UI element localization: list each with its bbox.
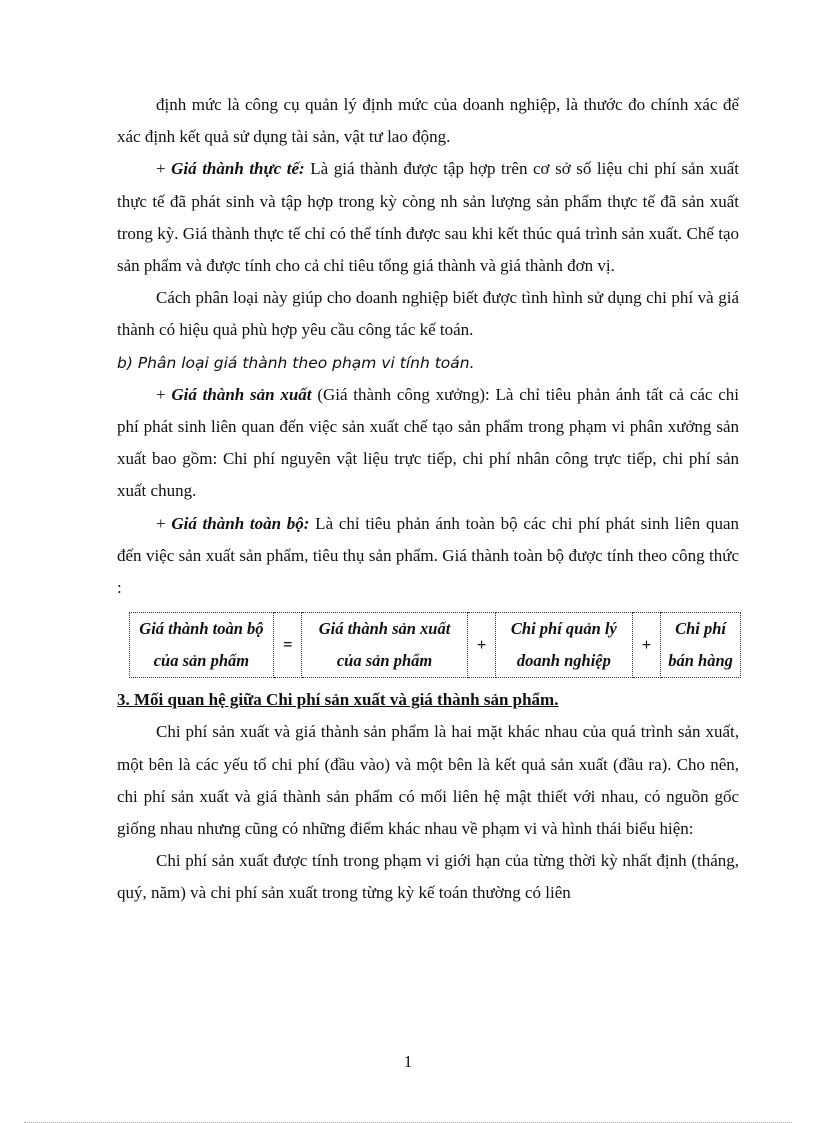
heading-text: 3. Mối quan hệ giữa Chi phí sản xuất và giá thành sản phẩm. [117,690,559,710]
formula-equals: = [273,613,302,678]
formula-row [130,613,741,678]
paragraph-continuation: định mức là công cụ quản lý định mức của doanh nghiệp, là thước đo chính xác để xác định kết quả sử dụng tài sản, vật tư lao động. [117,95,739,147]
formula-term-management-cost: Chi phí quản lý doanh nghiệp [496,613,632,678]
formula-plus-2: + [632,613,661,678]
paragraph-classification-benefit: Cách phân loại này giúp cho doanh nghiệp biết được tình hình sử dụng chi phí và giá thành có hiệu quả phù hợp yêu cầu công tác kế toán. [117,288,739,340]
page-content [117,89,739,910]
paragraph-text: Là chỉ tiêu phản ánh toàn bộ các chi phí phát sinh liên quan đến việc sản xuất sản phẩm, tiêu thụ sản phẩm. Giá thành toàn bộ được tính theo công thức : [117,513,739,598]
formula-term-production-cost: Giá thành sản xuất của sản phẩm [302,613,467,678]
formula-term-selling-cost: Chi phí bán hàng [661,613,741,678]
bullet-prefix: + [156,513,172,533]
term-production-cost: Giá thành sản xuất [171,384,312,404]
paragraph-cost-period: Chi phí sản xuất được tính trong phạm vi giới hạn của từng thời kỳ nhất định (tháng, quý, năm) và chi phí sản xuất trong từng kỳ kế toán thường có liên [117,851,739,903]
term-actual-cost: Giá thành thực tế: [171,159,305,179]
page-number: 1 [403,1052,413,1071]
paragraph-text: Là giá thành được tập hợp trên cơ sở số liệu chi phí sản xuất thực tế đã phát sinh và tập hợp trong kỳ còng nh sản lượng sản phẩm thực tế đã sản xuất trong kỳ. Giá thành thực tế chỉ có thể tính được sau khi kết thúc quá trình sản xuất. Chế tạo sản phẩm và được tính cho cả chỉ tiêu tổng giá thành và giá thành đơn vị. [117,159,739,276]
section-heading-3 [117,684,739,716]
formula-table [129,612,741,678]
paragraph-production-cost [117,379,739,508]
formula-plus-1: + [467,613,496,678]
subheading-b [117,347,739,379]
formula-term-total-cost: Giá thành toàn bộ của sản phẩm [130,613,274,678]
paragraph-text: (Giá thành công xưởng): Là chỉ tiêu phản ánh tất cả các chi phí phát sinh liên quan đến việc sản xuất chế tạo sản phẩm trong phạm vi phân xưởng sản xuất bao gồm: Chi phí nguyên vật liệu trực tiếp, chi phí nhân công trực tiếp, chi phí sản xuất chung. [117,384,739,501]
paragraph-actual-cost [117,153,739,282]
bullet-prefix: + [156,159,172,179]
paragraph-relationship: Chi phí sản xuất và giá thành sản phẩm là hai mặt khác nhau của quá trình sản xuất, một bên là các yếu tố chi phí (đầu vào) và một bên là kết quả sản xuất (đầu ra). Cho nên, chi phí sản xuất và giá thành sản phẩm có mối liên hệ mật thiết với nhau, có nguồn gốc giống nhau nhưng cũng có những điểm khác nhau về phạm vi và hình thái biểu hiện: [117,722,739,839]
subheading-text: b) Phân loại giá thành theo phạm vi tính toán. [117,353,475,372]
bullet-prefix: + [156,384,172,404]
paragraph-total-cost [117,508,739,605]
term-total-cost: Giá thành toàn bộ: [171,513,310,533]
